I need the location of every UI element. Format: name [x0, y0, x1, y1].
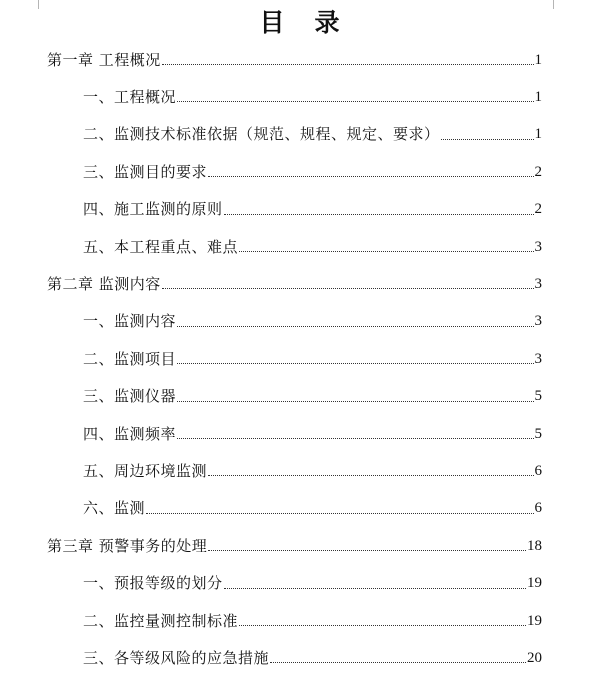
toc-chapter-entry[interactable] [47, 265, 542, 302]
toc-entry-label: 一、预报等级的划分 [83, 574, 223, 593]
toc-section-entry[interactable] [83, 116, 542, 153]
toc-section-entry[interactable] [83, 228, 542, 265]
toc-entry-label: 第一章 工程概况 [47, 50, 161, 69]
toc-page-number: 2 [534, 201, 542, 218]
toc-entry-label: 三、各等级风险的应急措施 [83, 648, 270, 667]
toc-entry-label: 五、周边环境监测 [83, 461, 208, 480]
toc-section-entry[interactable] [83, 565, 542, 602]
toc-dot-leader [177, 363, 533, 364]
toc-page-number: 1 [534, 126, 542, 143]
toc-section-entry[interactable] [83, 153, 542, 190]
toc-entry-label: 三、监测目的要求 [83, 162, 208, 181]
toc-chapter-entry[interactable] [47, 527, 542, 564]
toc-page-number: 6 [534, 500, 542, 517]
toc-dot-leader [270, 662, 526, 663]
toc-entry-label: 六、监测 [83, 499, 146, 518]
toc-section-entry[interactable] [83, 378, 542, 415]
toc-page-number: 1 [534, 51, 542, 68]
toc-entry-label: 一、工程概况 [83, 87, 177, 106]
toc-entry-label: 第二章 监测内容 [47, 274, 161, 293]
toc-page-number: 2 [534, 163, 542, 180]
toc-section-entry[interactable] [83, 340, 542, 377]
toc-entry-label: 第三章 预警事务的处理 [47, 536, 208, 555]
toc-dot-leader [162, 64, 534, 65]
toc-page-number: 1 [534, 88, 542, 105]
toc-page-number: 19 [527, 612, 542, 629]
toc-dot-leader [177, 438, 533, 439]
toc-dot-leader [441, 139, 534, 140]
toc-entry-label: 一、监测内容 [83, 312, 177, 331]
toc-page-number: 6 [534, 462, 542, 479]
toc-entry-label: 五、本工程重点、难点 [83, 237, 239, 256]
toc-page-number: 5 [534, 425, 542, 442]
toc-page-number: 3 [534, 313, 542, 330]
toc-dot-leader [208, 475, 533, 476]
toc-section-entry[interactable] [83, 639, 542, 676]
toc-section-entry[interactable] [83, 490, 542, 527]
toc-dot-leader [146, 513, 533, 514]
toc-entry-label: 四、施工监测的原则 [83, 200, 223, 219]
toc-dot-leader [208, 176, 533, 177]
toc-title: 目录 [259, 8, 370, 37]
toc-section-entry[interactable] [83, 303, 542, 340]
toc-page-number: 3 [534, 350, 542, 367]
toc-dot-leader [177, 326, 533, 327]
toc-dot-leader [208, 550, 526, 551]
toc-page-number: 3 [534, 275, 542, 292]
toc-page-number: 19 [527, 575, 542, 592]
toc-dot-leader [162, 288, 534, 289]
toc-entry-label: 二、监测技术标准依据（规范、规程、规定、要求） [83, 125, 440, 144]
toc-section-entry[interactable] [83, 415, 542, 452]
toc-dot-leader [224, 588, 526, 589]
toc-dot-leader [239, 625, 526, 626]
toc-dot-leader [177, 401, 533, 402]
toc-section-entry[interactable] [83, 78, 542, 115]
toc-page-number: 3 [534, 238, 542, 255]
toc-page-number: 20 [527, 649, 542, 666]
toc-chapter-entry[interactable] [47, 41, 542, 78]
toc-entry-label: 三、监测仪器 [83, 387, 177, 406]
toc-entry-label: 四、监测频率 [83, 424, 177, 443]
toc-page-number: 18 [527, 537, 542, 554]
toc-dot-leader [224, 214, 534, 215]
toc-section-entry[interactable] [83, 191, 542, 228]
toc-dot-leader [177, 101, 533, 102]
toc-section-entry[interactable] [83, 602, 542, 639]
toc-entry-label: 二、监控量测控制标准 [83, 611, 239, 630]
toc-dot-leader [239, 251, 533, 252]
toc-entry-label: 二、监测项目 [83, 349, 177, 368]
toc-page-number: 5 [534, 388, 542, 405]
toc-section-entry[interactable] [83, 452, 542, 489]
